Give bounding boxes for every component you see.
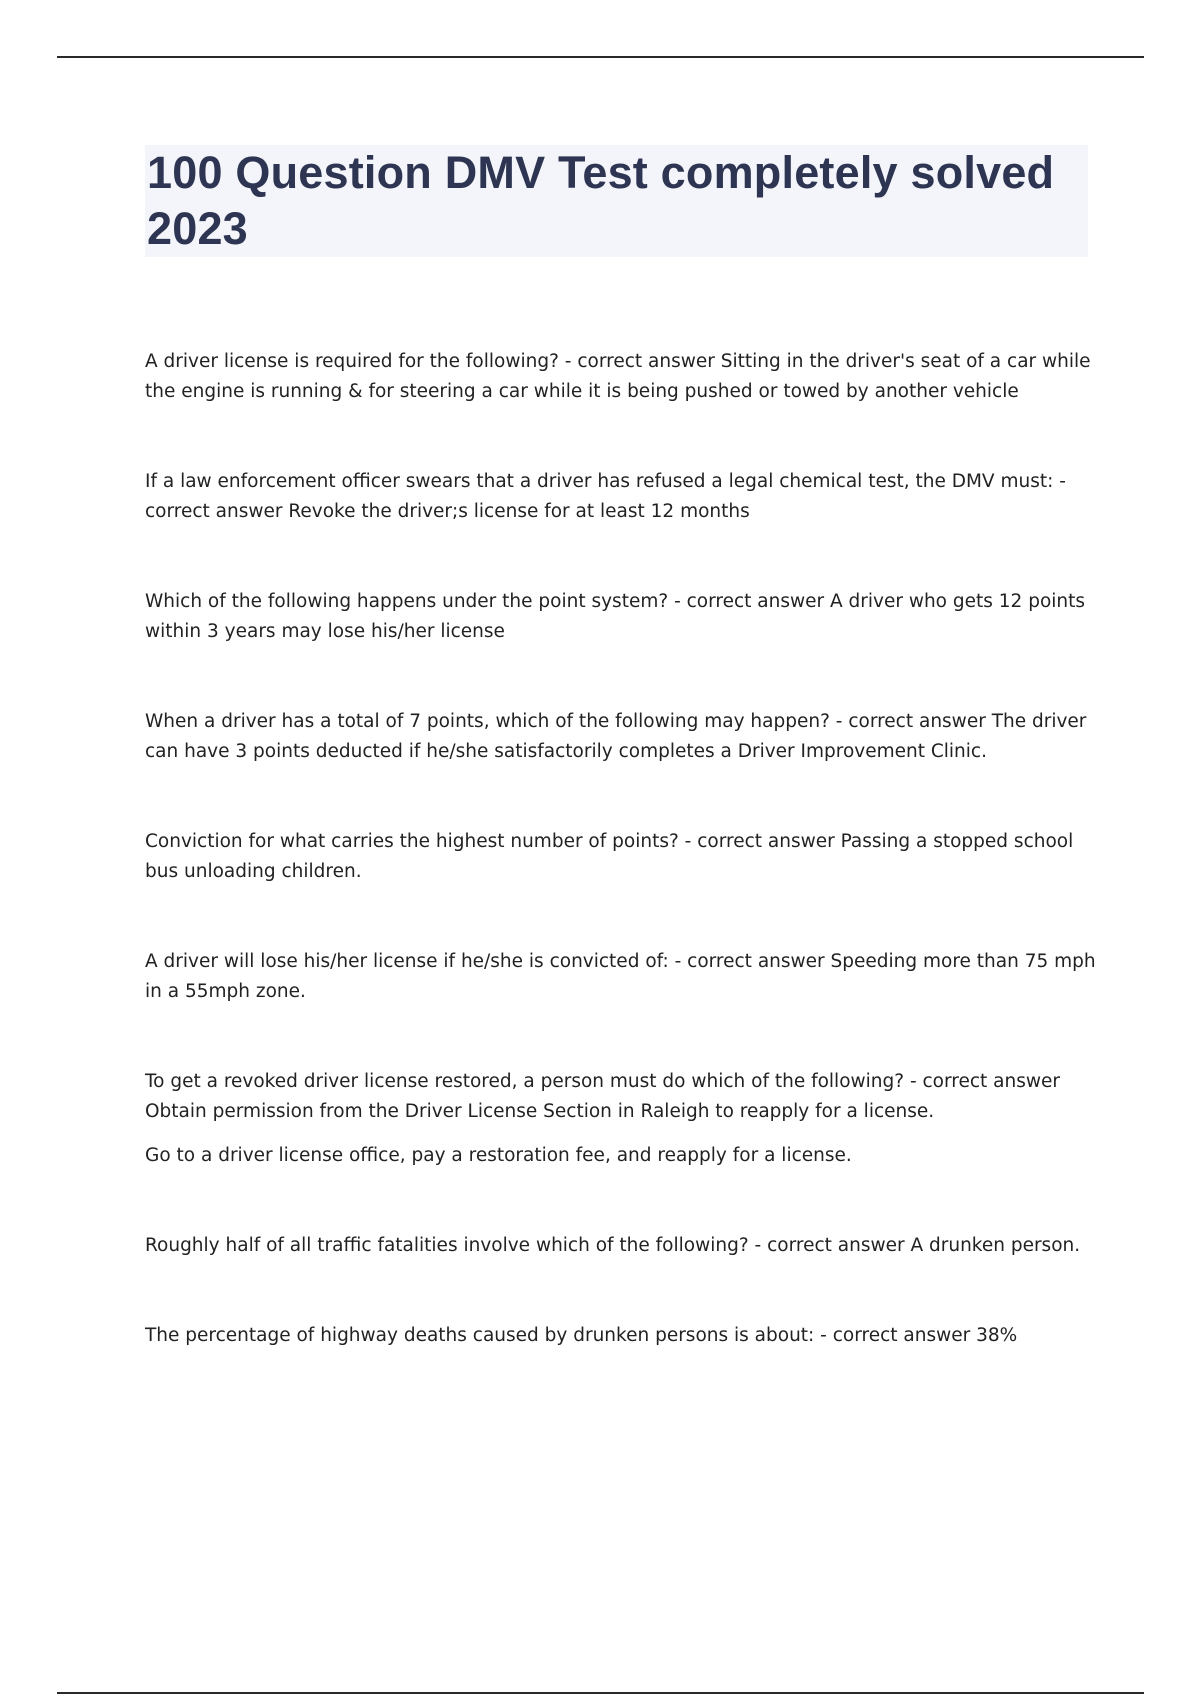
- question-text: A driver license is required for the following?: [145, 351, 559, 372]
- question-text: A driver will lose his/her license if he/she is convicted of:: [145, 951, 669, 972]
- qa-item-8: [145, 1231, 1100, 1261]
- answer-separator: - correct answer: [678, 831, 841, 852]
- answer-extra-text: Go to a driver license office, pay a restoration fee, and reapply for a license.: [145, 1145, 852, 1166]
- answer-text: 38%: [976, 1325, 1018, 1346]
- answer-text: Speeding more than 75 mph in a 55mph zone.: [145, 951, 1096, 1002]
- qa-item-2: [145, 467, 1100, 527]
- answer-text: Sitting in the driver's seat of a car while the engine is running & for steering a car while it is being pushed or towed by another vehicle: [145, 351, 1091, 402]
- question-text: Roughly half of all traffic fatalities involve which of the following?: [145, 1235, 749, 1256]
- answer-separator: - correct answer: [668, 591, 830, 612]
- question-text: When a driver has a total of 7 points, which of the following may happen?: [145, 711, 830, 732]
- answer-separator: - correct answer: [829, 711, 992, 732]
- answer-text: A drunken person.: [910, 1235, 1081, 1256]
- answer-text: Passing a stopped school bus unloading children.: [145, 831, 1074, 882]
- answer-separator: - correct answer: [668, 951, 831, 972]
- bottom-rule: [57, 1692, 1144, 1694]
- answer-separator: - correct answer: [904, 1071, 1060, 1092]
- question-text: If a law enforcement officer swears that a driver has refused a legal chemical test, the DMV must:: [145, 471, 1054, 492]
- question-text: Conviction for what carries the highest number of points?: [145, 831, 679, 852]
- question-text: Which of the following happens under the point system?: [145, 591, 669, 612]
- answer-separator: - correct answer: [748, 1235, 911, 1256]
- qa-item-1: [145, 347, 1100, 407]
- qa-item-4: [145, 707, 1100, 767]
- qa-item-7: [145, 1067, 1100, 1171]
- qa-item-5: [145, 827, 1100, 887]
- answer-text: The driver can have 3 points deducted if he/she satisfactorily completes a Driver Improvement Clinic.: [145, 711, 1087, 762]
- qa-list: [145, 347, 1100, 1351]
- qa-item-6: [145, 947, 1100, 1007]
- page-title: 100 Question DMV Test completely solved 2023: [147, 147, 1055, 254]
- title-block: [145, 145, 1088, 257]
- qa-item-9: [145, 1321, 1100, 1351]
- question-text: To get a revoked driver license restored, a person must do which of the following?: [145, 1071, 905, 1092]
- answer-separator: - correct answer: [814, 1325, 977, 1346]
- top-rule: [57, 56, 1144, 58]
- question-text: The percentage of highway deaths caused by drunken persons is about:: [145, 1325, 815, 1346]
- answer-text: Revoke the driver;s license for at least 12 months: [288, 501, 750, 522]
- answer-separator: - correct answer: [145, 471, 1066, 522]
- answer-text: Obtain permission from the Driver License Section in Raleigh to reapply for a license.: [145, 1101, 935, 1122]
- answer-text: A driver who gets 12 points within 3 years may lose his/her license: [145, 591, 1086, 642]
- qa-item-3: [145, 587, 1100, 647]
- answer-separator: - correct answer: [558, 351, 721, 372]
